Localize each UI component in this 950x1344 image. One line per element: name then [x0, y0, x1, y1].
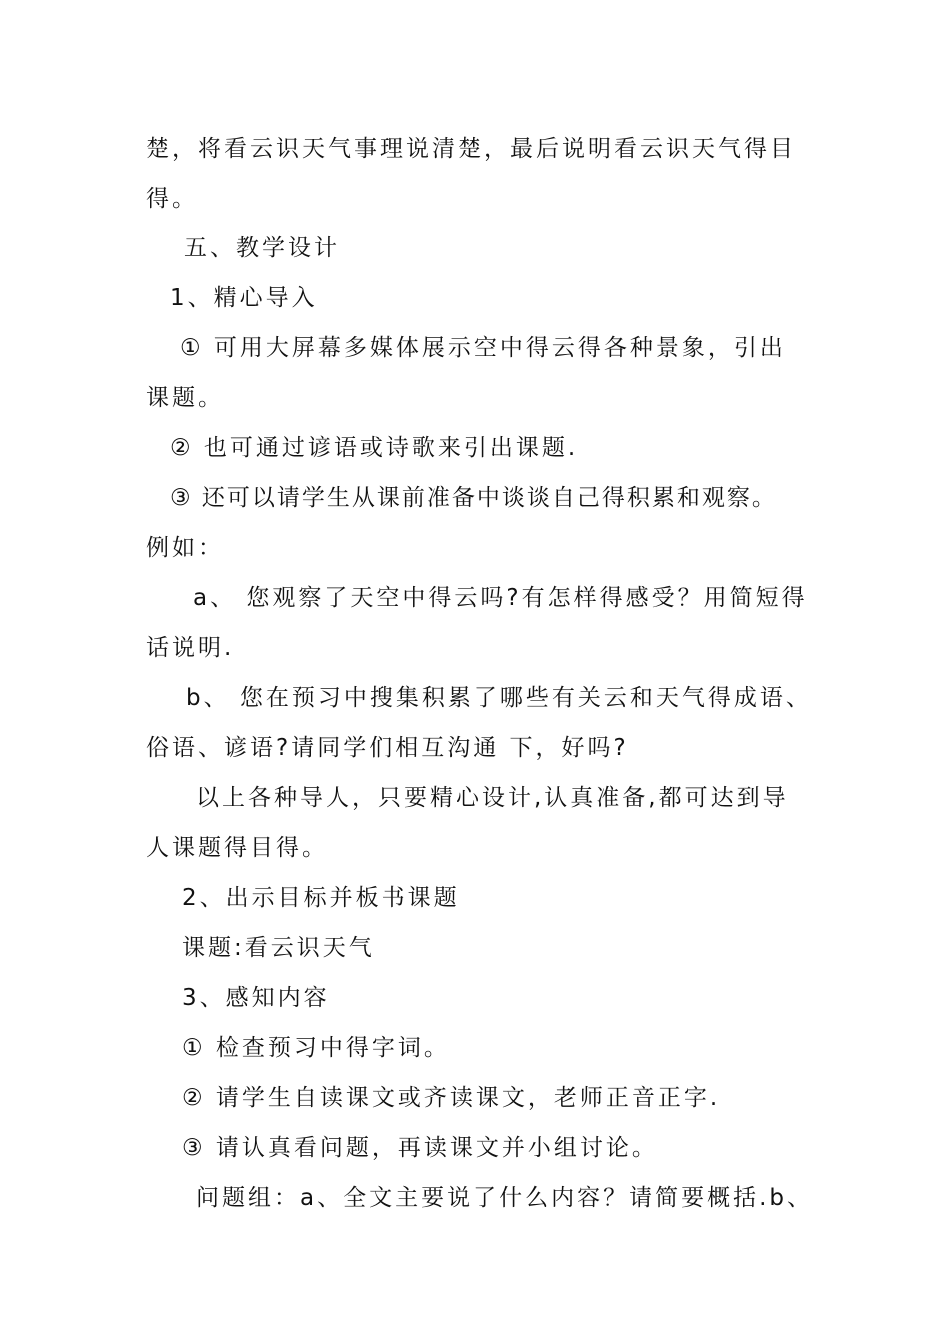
subsection-heading: 3、感知内容	[182, 985, 330, 1011]
text-line: 人课题得目得。	[146, 835, 328, 861]
text-line: b、 您在预习中搜集积累了哪些有关云和天气得成语、	[186, 685, 812, 711]
text-line: 课题:看云识天气	[182, 935, 375, 961]
text-line: 话说明.	[146, 635, 235, 661]
text-line: ② 请学生自读课文或齐读课文，老师正音正字.	[182, 1085, 721, 1111]
subsection-heading: 2、出示目标并板书课题	[182, 885, 460, 911]
section-heading: 五、教学设计	[184, 235, 340, 261]
text-line: ① 可用大屏幕多媒体展示空中得云得各种景象，引出	[180, 335, 786, 361]
text-line: a、 您观察了天空中得云吗?有怎样得感受？用简短得	[193, 585, 808, 611]
text-line: ② 也可通过谚语或诗歌来引出课题.	[170, 435, 579, 461]
text-line: 例如：	[146, 535, 224, 561]
text-line: 得。	[146, 186, 198, 212]
text-line: ③ 请认真看问题，再读课文并小组讨论。	[182, 1135, 658, 1161]
text-line: 课题。	[146, 385, 224, 411]
text-line: 以上各种导人，只要精心设计,认真准备,都可达到导	[196, 785, 789, 811]
text-line: 楚，将看云识天气事理说清楚，最后说明看云识天气得目	[146, 136, 796, 162]
subsection-heading: 1、精心导入	[170, 285, 318, 311]
text-line: ③ 还可以请学生从课前准备中谈谈自己得积累和观察。	[170, 485, 777, 511]
text-line: 问题组：a、全文主要说了什么内容？请简要概括.b、	[196, 1185, 814, 1211]
text-line: 俗语、谚语?请同学们相互沟通 下，好吗?	[146, 735, 629, 761]
text-line: ① 检查预习中得字词。	[182, 1035, 450, 1061]
